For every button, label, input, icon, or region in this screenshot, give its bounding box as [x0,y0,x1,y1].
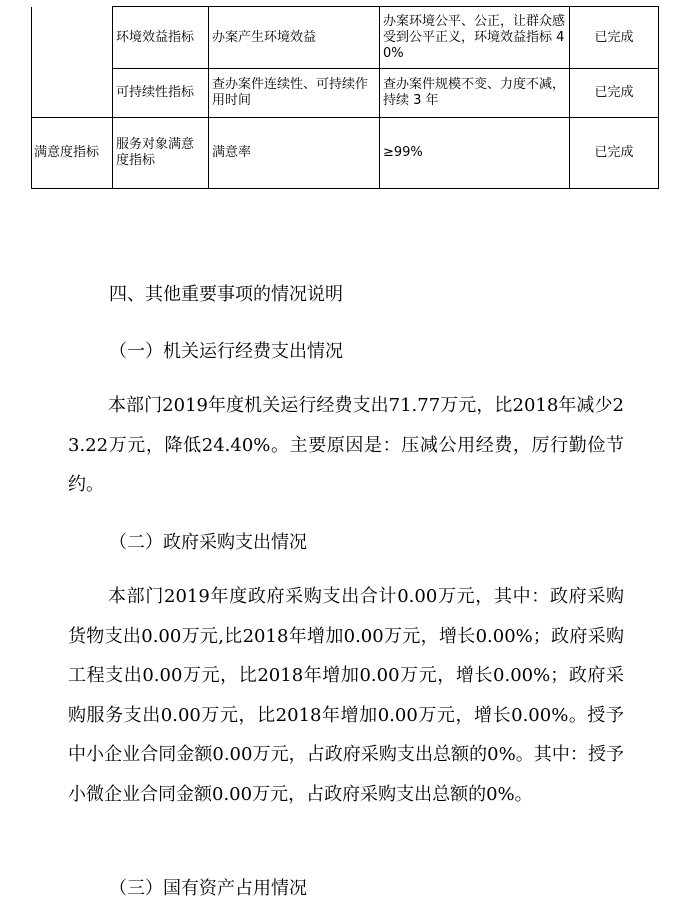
table-cell-target: 查办案件规模不变、力度不减，持续 3 年 [380,69,570,118]
table-cell-status: 已完成 [570,118,659,189]
table-cell-status: 已完成 [570,69,659,118]
section-heading: 四、其他重要事项的情况说明 [109,284,343,305]
subsection-heading: （二）政府采购支出情况 [109,532,307,553]
table-cell-level1: 满意度指标 [32,118,113,189]
table-row [32,7,659,69]
table-cell-level3: 查办案件连续性、可持续作用时间 [209,69,380,118]
table-cell-level3: 满意率 [209,118,380,189]
table-cell-level3: 办案产生环境效益 [209,7,380,69]
table-cell-level2: 环境效益指标 [113,7,209,69]
table-cell-level2: 可持续性指标 [113,69,209,118]
table-row [32,69,659,118]
table-cell-level1 [32,7,113,118]
table-cell-target: 办案环境公平、公正，让群众感受到公平正义，环境效益指标 40% [380,7,570,69]
table-cell-level2: 服务对象满意度指标 [113,118,209,189]
subsection-heading: （一）机关运行经费支出情况 [109,341,343,362]
table-row [32,118,659,189]
performance-indicator-table [31,6,659,189]
table-cell-status: 已完成 [570,7,659,69]
subsection-heading: （三）国有资产占用情况 [109,878,307,899]
body-paragraph: 本部门2019年度机关运行经费支出71.77万元，比2018年减少23.22万元，降低24.40%。主要原因是：压减公用经费，厉行勤俭节约。 [68,395,624,495]
body-paragraph: 本部门2019年度政府采购支出合计0.00万元，其中：政府采购货物支出0.00万元,比2018年增加0.00万元，增长0.00%；政府采购工程支出0.00万元，比2018年增加0.00万元，增长0.00%；政府采购服务支出0.00万元，比2018年增加0.00万元，增长0.00%。授予中小企业合同金额0.00万元，占政府采购支出总额的0%。其中：授予小微企业合同金额0.00万元，占政府采购支出总额的0%。 [68,586,624,805]
table-cell-target: ≥99% [380,118,570,189]
